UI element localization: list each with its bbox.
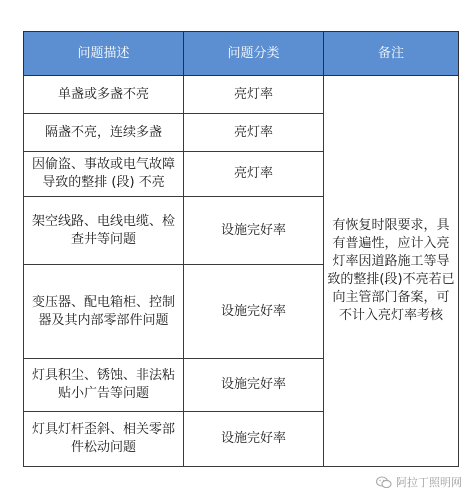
header-category: 问题分类 — [184, 32, 324, 76]
note-cell: 有恢复时限要求，具有普遍性，应计入亮灯率因道路施工等导致的整排(段)不亮若已向主管部门备案，可不计入亮灯率考核 — [324, 76, 459, 467]
row-category: 设施完好率 — [184, 197, 324, 265]
row-category: 设施完好率 — [184, 265, 324, 359]
table-header-row — [24, 32, 459, 76]
row-category: 设施完好率 — [184, 412, 324, 467]
watermark — [376, 474, 462, 490]
row-description: 变压器、配电箱柜、控制器及其内部零部件问题 — [24, 265, 184, 359]
issue-classification-table — [23, 31, 459, 467]
header-note: 备注 — [324, 32, 459, 76]
row-description: 隔盏不亮，连续多盏 — [24, 114, 184, 152]
watermark-text: 阿拉丁照明网 — [396, 476, 462, 489]
row-description: 单盏或多盏不亮 — [24, 76, 184, 114]
wechat-icon — [376, 476, 392, 489]
row-category: 亮灯率 — [184, 152, 324, 197]
header-description: 问题描述 — [24, 32, 184, 76]
row-description: 灯具积尘、锈蚀、非法粘贴小广告等问题 — [24, 359, 184, 412]
row-description: 灯具灯杆歪斜、相关零部件松动问题 — [24, 412, 184, 467]
table-row — [24, 76, 459, 114]
row-description: 架空线路、电线电缆、检查井等问题 — [24, 197, 184, 265]
row-category: 设施完好率 — [184, 359, 324, 412]
row-category: 亮灯率 — [184, 76, 324, 114]
issue-classification-sheet — [23, 31, 459, 467]
row-description: 因偷盗、事故或电气故障导致的整排 (段) 不亮 — [24, 152, 184, 197]
row-category: 亮灯率 — [184, 114, 324, 152]
